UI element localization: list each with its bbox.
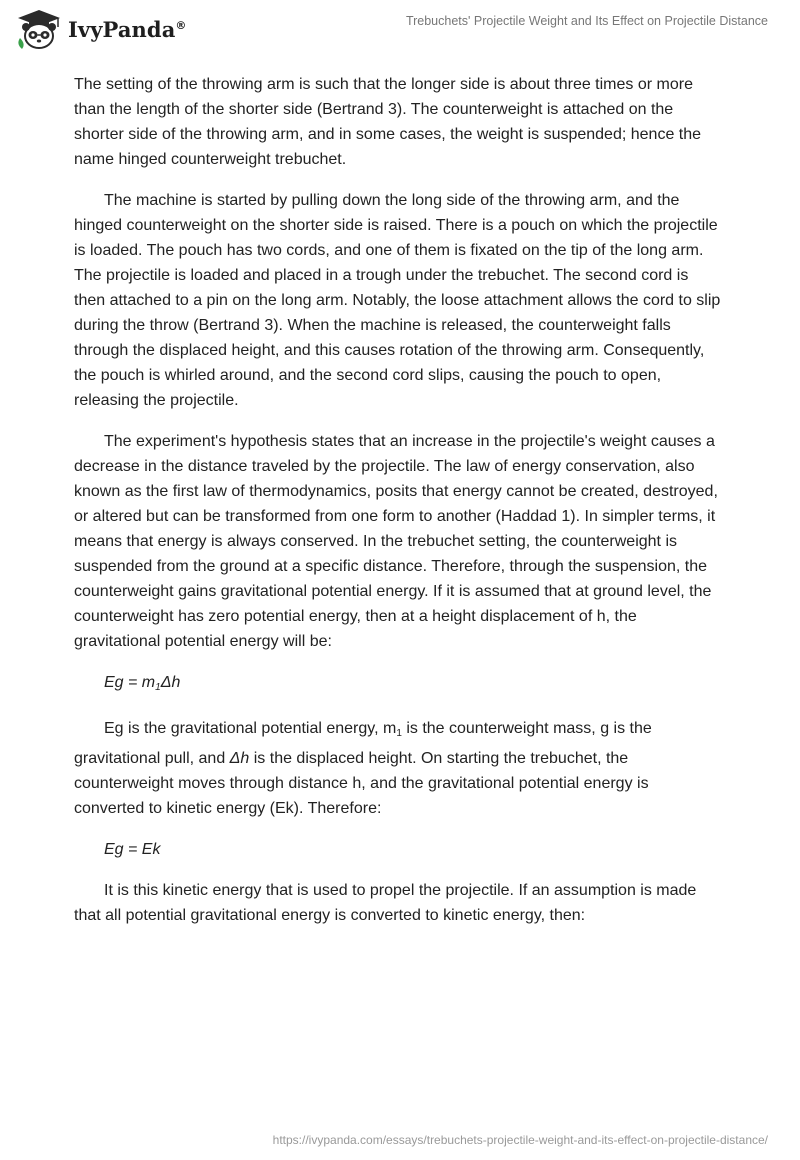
brand-name: IvyPanda® [68,16,187,42]
paragraph-kinetic-energy: It is this kinetic energy that is used to propel the projectile. If an assumption is made that all potential gravitational energy is converted to kinetic energy, then: [74,882,697,924]
panda-graduate-icon [14,8,64,50]
paragraph-variable-definitions: Eg is the gravitational potential energy, m1 is the counterweight mass, g is the gravitational pull, and Δh is the displaced height. On starting the trebuchet, the counterweight moves through distance h, and the gravitational potential energy is converted to kinetic energy (Ek). Therefore: [74,720,652,817]
paragraph-throwing-arm: The setting of the throwing arm is such that the longer side is about three times or more than the length of the shorter side (Bertrand 3). The counterweight is attached on the shorter side of the throwing arm, and in some cases, the weight is suspended; hence the name hinged counterweight trebuchet. [74,76,702,168]
paragraph-machine-start: The machine is started by pulling down the long side of the throwing arm, and the hinged counterweight on the shorter side is raised. There is a pouch on which the projectile is loaded. The pouch has two cords, and one of them is fixated on the tip of the long arm. The projectile is loaded and placed in a trough under the trebuchet. The second cord is then attached to a pin on the long arm. Notably, the loose attachment allows the cord to slip during the throw (Bertrand 3). When the machine is released, the counterweight falls through the displaced height, and this causes rotation of the throwing arm. Consequently, the pouch is whirled around, and the second cord slips, causing the pouch to open, releasing the projectile. [74,192,721,409]
paragraph-hypothesis: The experiment's hypothesis states that an increase in the projectile's weight causes a decrease in the distance traveled by the projectile. The law of energy conservation, also known as the first law of thermodynamics, posits that energy cannot be created, destroyed, or altered but can be transformed from one form to another (Haddad 1). In simpler terms, it means that energy is always conserved. In the trebuchet setting, the counterweight is suspended from the ground at a specific distance. Therefore, through the suspension, the counterweight gains gravitational potential energy. If it is assumed that at ground level, the counterweight has zero potential energy, then at a height displacement of h, the gravitational potential energy will be: [74,433,718,650]
page-header [0,0,800,60]
formula-energy-equality: Eg = Ek [104,841,161,858]
essay-body [74,72,722,944]
document-title: Trebuchets' Projectile Weight and Its Effect on Projectile Distance [405,14,768,28]
formula-potential-energy: $Eg = m_1\Delta h$ [104,674,181,693]
source-url-link[interactable]: https://ivypanda.com/essays/trebuchets-projectile-weight-and-its-effect-on-projectile-distance/ [272,1133,768,1147]
brand-logo[interactable] [14,8,187,50]
